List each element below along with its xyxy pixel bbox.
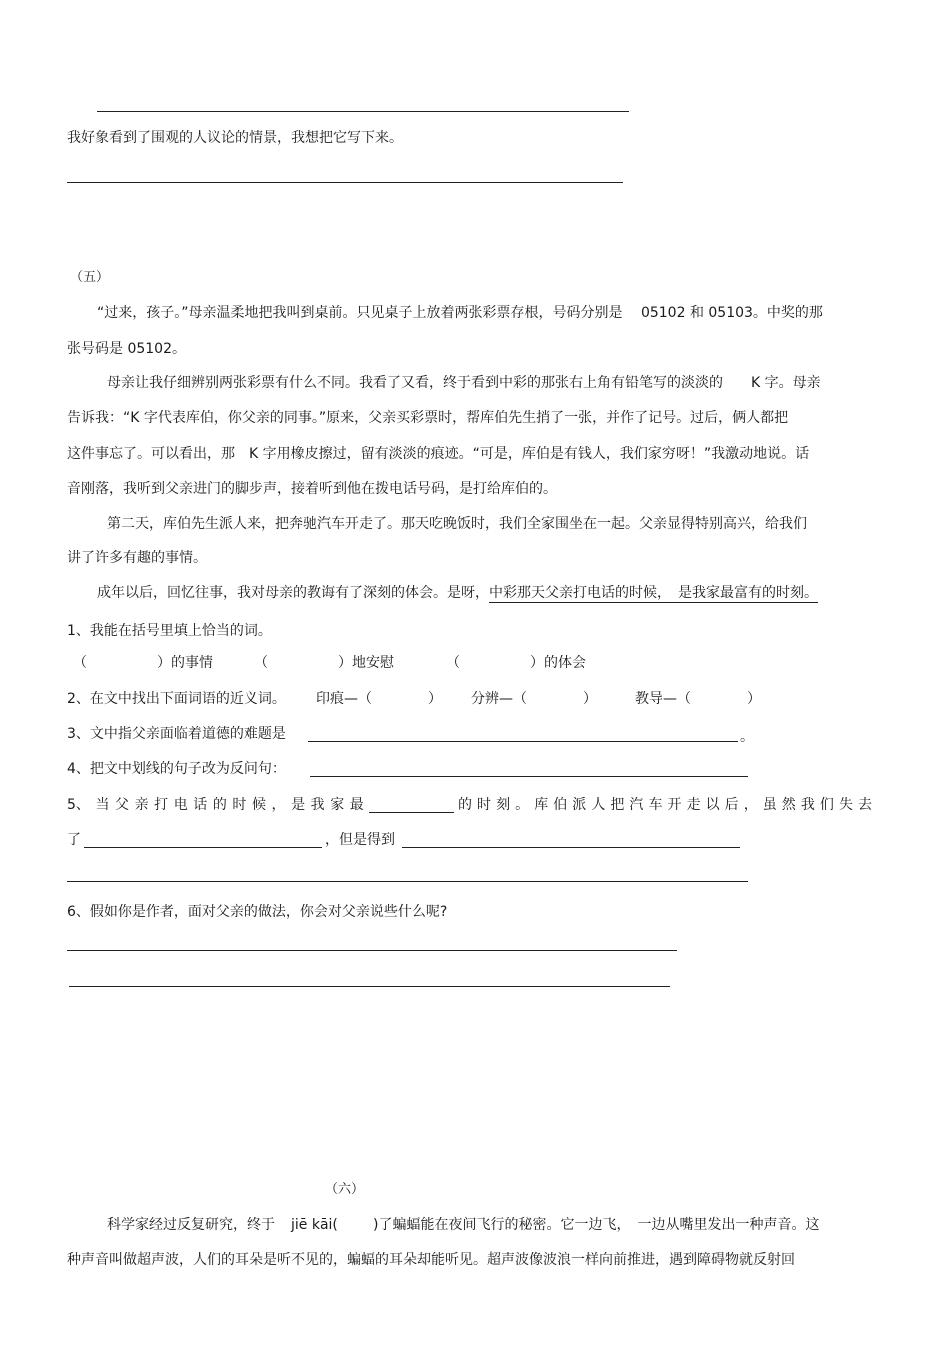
q5-char: 失	[838, 797, 853, 813]
underlined-sentence: 中彩那天父亲打电话的时候， 是我家最富有的时刻。	[489, 585, 818, 601]
q5-char: 后	[724, 797, 739, 813]
q5-char: 汽	[629, 797, 644, 813]
q5-text: ，但是得到	[325, 832, 395, 848]
paragraph-line	[107, 1215, 819, 1235]
q5-char: 我	[310, 797, 325, 813]
fill-blank[interactable]: 分辨—（ ）	[471, 691, 597, 707]
answer-line[interactable]	[369, 812, 454, 813]
q5-char: 时	[232, 797, 247, 813]
question-1: 1、我能在括号里填上恰当的词。	[67, 623, 272, 639]
question-4: 4、把文中划线的句子改为反问句：	[67, 761, 286, 777]
q5-char: 然	[781, 797, 796, 813]
answer-line[interactable]	[67, 881, 748, 882]
fill-blank[interactable]: 教导—（ ）	[635, 691, 761, 707]
paragraph-line: 种声音叫做超声波，人们的耳朵是听不见的，蝙蝠的耳朵却能听见。超声波像波浪一样向前推进，遇到障碍物就反射回	[67, 1252, 795, 1268]
q5-char: ，	[271, 797, 286, 813]
q5-char: 候	[251, 797, 266, 813]
q5-char: 走	[686, 797, 701, 813]
answer-line[interactable]	[308, 741, 738, 742]
q5-char: ，	[743, 797, 758, 813]
q5-char: 车	[648, 797, 663, 813]
q5-char: 伯	[553, 797, 568, 813]
q5-char: 父	[115, 797, 130, 813]
question-6: 6、假如你是作者，面对父亲的做法，你会对父亲说些什么呢?	[67, 904, 448, 920]
fill-blank[interactable]: 印痕—（ ）	[316, 691, 442, 707]
q5-char: 虽	[762, 797, 777, 813]
question-3: 3、文中指父亲面临着道德的难题是	[67, 726, 286, 742]
q5-char: 最	[349, 797, 364, 813]
q5-char: 是	[291, 797, 306, 813]
question-2: 2、在文中找出下面词语的近义词。	[67, 691, 286, 707]
q5-char: 刻	[496, 797, 511, 813]
answer-line[interactable]	[97, 111, 629, 112]
text-line: 我好象看到了围观的人议论的情景，我想把它写下来。	[67, 130, 403, 146]
q5-char: 派	[572, 797, 587, 813]
fill-blank[interactable]: （ ）地安慰	[254, 655, 394, 671]
paragraph-line: 音刚落，我听到父亲进门的脚步声，接着听到他在拨电话号码，是打给库伯的。	[67, 481, 557, 497]
q5-char: 。	[515, 797, 530, 813]
period: 。	[740, 729, 754, 745]
paragraph-line: 张号码是 05102。	[67, 341, 186, 357]
q5-char: 电	[173, 797, 188, 813]
paragraph-line: 第二天，库伯先生派人来，把奔驰汽车开走了。那天吃晚饭时，我们全家围坐在一起。父亲显得特别高兴，给我们	[107, 516, 807, 532]
q5-char: 开	[667, 797, 682, 813]
paragraph-line	[97, 583, 818, 603]
q5-char: 当	[95, 797, 110, 813]
fill-blank[interactable]: （ ）的事情	[73, 655, 213, 671]
answer-line[interactable]	[310, 776, 748, 777]
paragraph-line: 这件事忘了。可以看出，那 K 字用橡皮擦过，留有淡淡的痕迹。“可是，库伯是有钱人，我们家穷呀！”我激动地说。话	[67, 446, 810, 462]
q5-char: 们	[819, 797, 834, 813]
paragraph-line: “过来，孩子。”母亲温柔地把我叫到桌前。只见桌子上放着两张彩票存根，号码分别是 05102 和 05103。中奖的那	[97, 305, 823, 321]
paragraph-line: 讲了许多有趣的事情。	[67, 550, 207, 566]
answer-line[interactable]	[84, 847, 322, 848]
q5-char: 打	[154, 797, 169, 813]
q5-char: 去	[857, 797, 872, 813]
pinyin: jiē kāi(	[291, 1217, 338, 1233]
q5-char: 5、	[67, 797, 90, 813]
answer-line[interactable]	[67, 950, 677, 951]
paragraph-line: 母亲让我仔细辨别两张彩票有什么不同。我看了又看，终于看到中彩的那张右上角有铅笔写的淡淡的 K 字。母亲	[107, 375, 821, 391]
q5-text: 了	[67, 832, 81, 848]
answer-line[interactable]	[67, 182, 623, 183]
q5-char: 以	[705, 797, 720, 813]
fill-blank[interactable]: （ ）的体会	[446, 655, 586, 671]
q5-char: 库	[534, 797, 549, 813]
paragraph-text: 成年以后，回忆往事，我对母亲的教诲有了深刻的体会。是呀，	[97, 585, 489, 601]
q5-char: 的	[458, 797, 472, 813]
paragraph-text: )了蝙蝠能在夜间飞行的秘密。它一边飞， 一边从嘴里发出一种声音。这	[373, 1217, 820, 1233]
paragraph-line: 告诉我：“K 字代表库伯，你父亲的同事。”原来，父亲买彩票时，帮库伯先生捎了一张，并作了记号。过后，俩人都把	[67, 410, 789, 426]
question-5-part2	[458, 795, 872, 815]
q5-char: 人	[591, 797, 606, 813]
question-5-part1	[67, 795, 364, 815]
q5-char: 把	[610, 797, 625, 813]
q5-char: 家	[330, 797, 345, 813]
q5-char: 亲	[134, 797, 149, 813]
q5-char: 的	[212, 797, 227, 813]
section-heading: （五）	[70, 270, 110, 285]
q5-char: 时	[477, 797, 492, 813]
q5-char: 我	[800, 797, 815, 813]
paragraph-text: 科学家经过反复研究，终于	[107, 1217, 275, 1233]
section-heading: （六）	[325, 1182, 365, 1197]
answer-line[interactable]	[402, 847, 740, 848]
answer-line[interactable]	[69, 986, 670, 987]
q5-char: 话	[193, 797, 208, 813]
